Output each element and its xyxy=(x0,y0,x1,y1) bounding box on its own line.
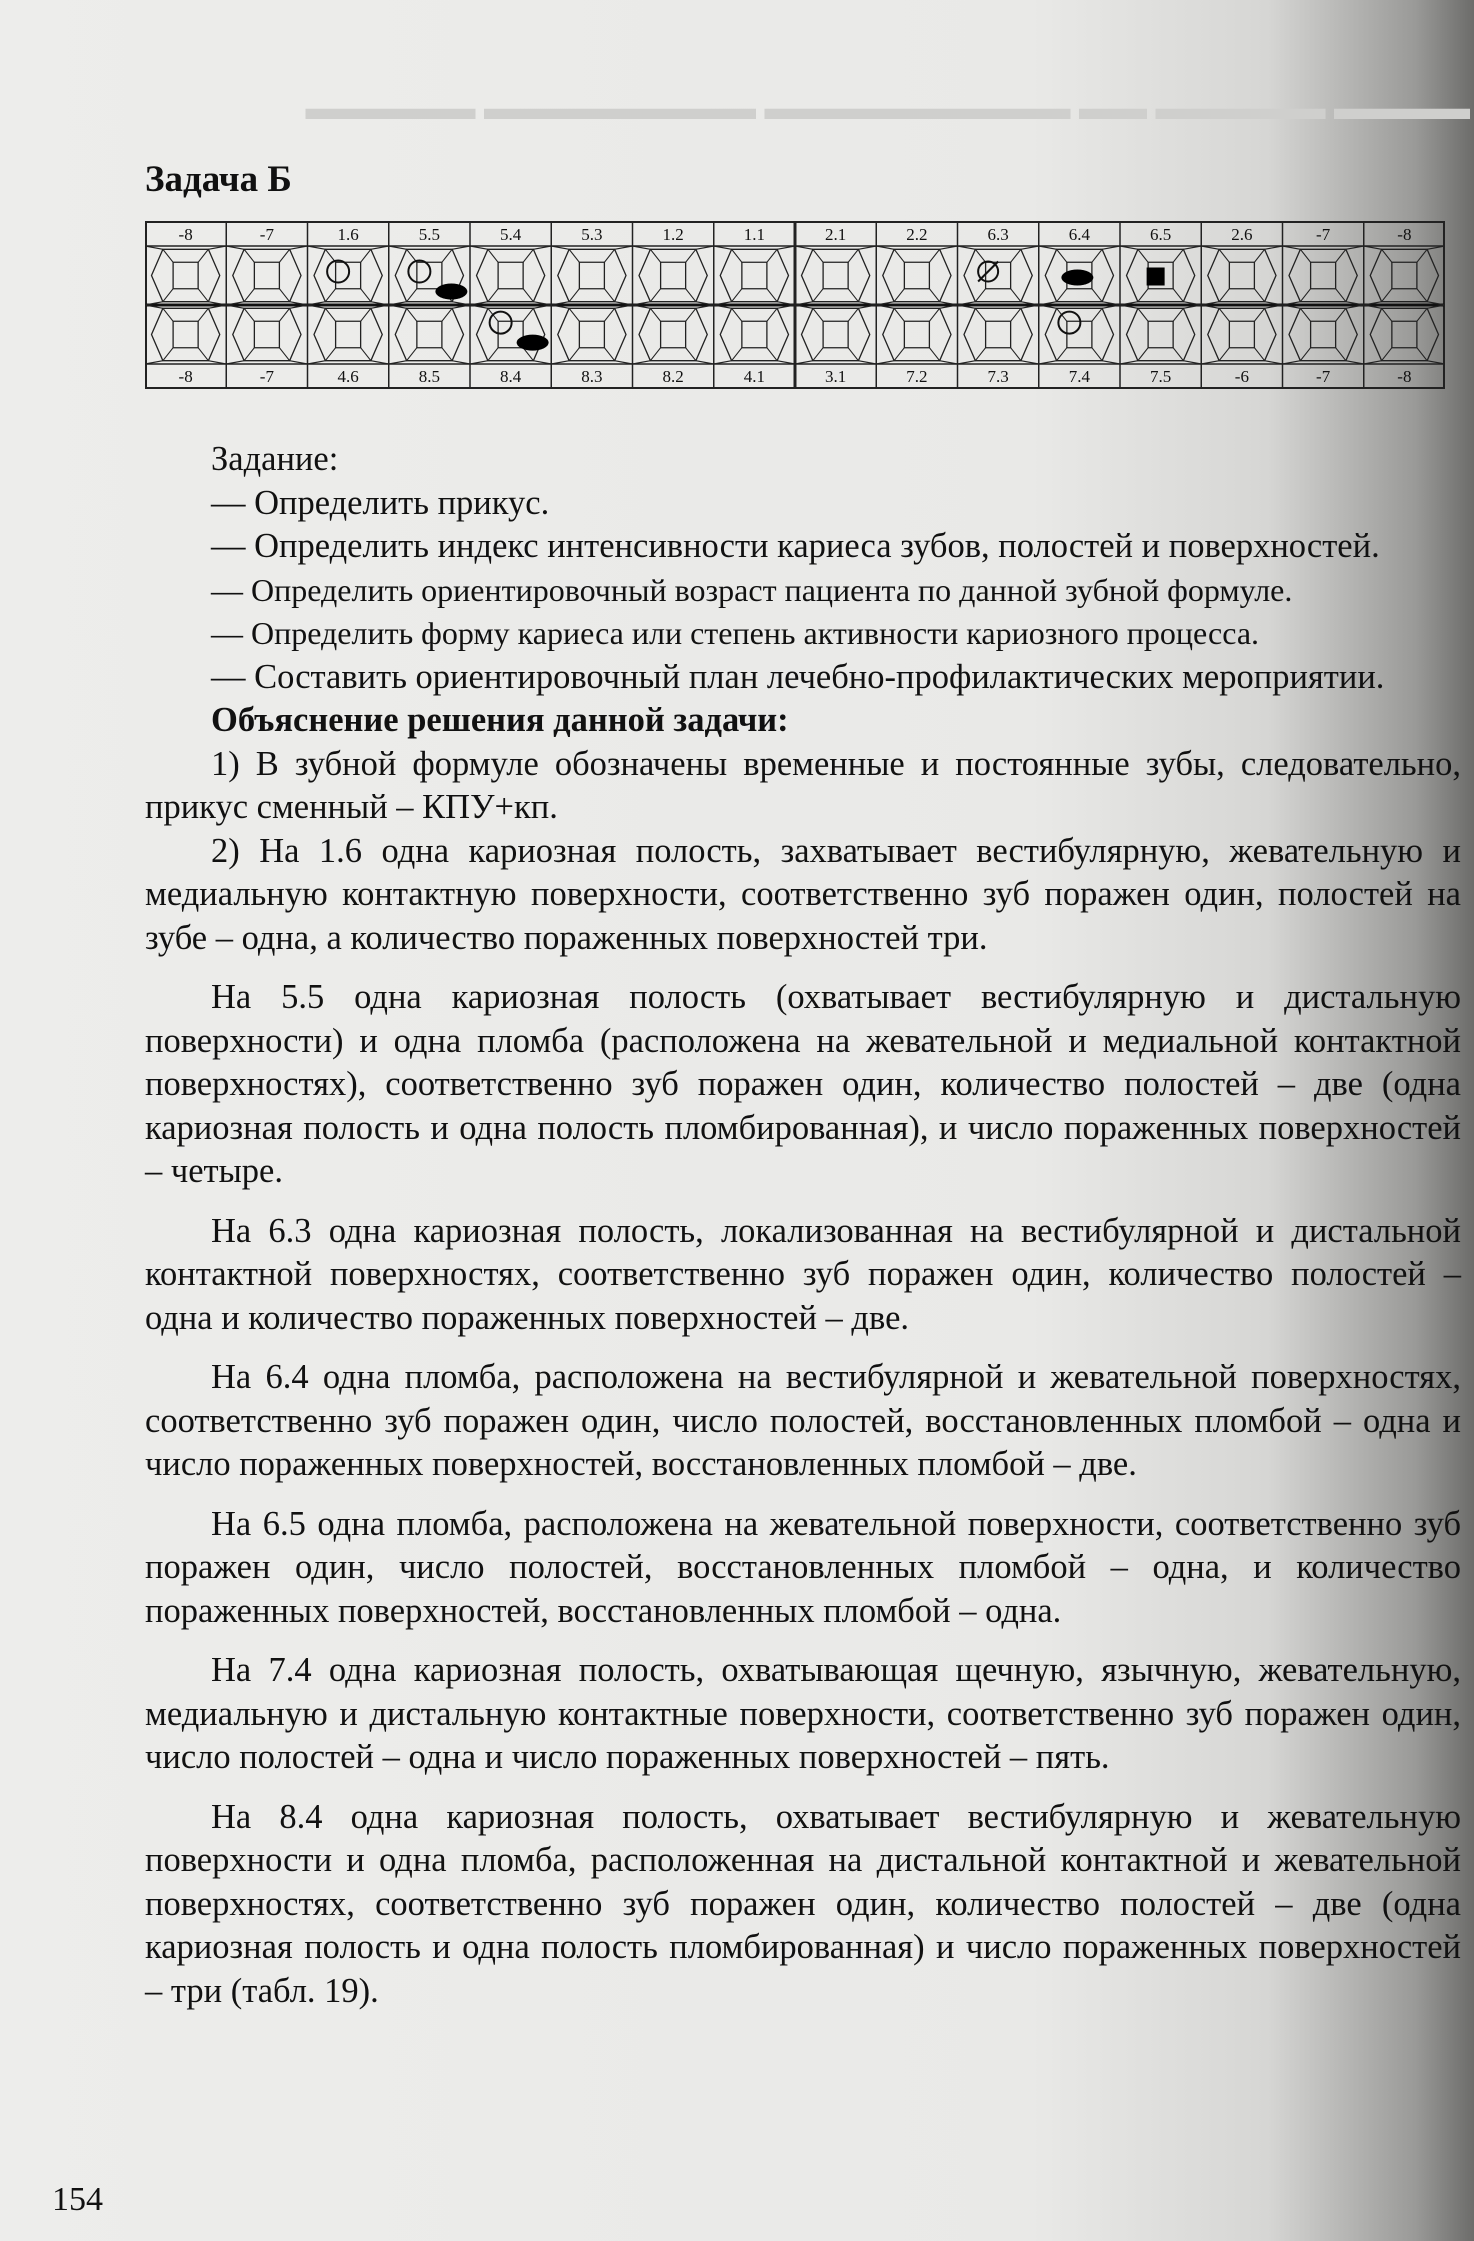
lower-tooth-edge xyxy=(442,308,452,321)
upper-tooth-outline xyxy=(883,249,951,301)
lower-tooth-edge xyxy=(1300,348,1310,361)
upper-tooth-edge xyxy=(1092,249,1102,262)
upper-tooth-edge xyxy=(523,249,533,262)
upper-tooth-label: 1.1 xyxy=(743,225,765,244)
lower-tooth-occlusal xyxy=(742,321,767,347)
lower-tooth-label: -7 xyxy=(259,367,274,386)
upper-tooth-label: 1.6 xyxy=(337,225,359,244)
upper-tooth-edge xyxy=(1173,289,1183,302)
lower-tooth-outline xyxy=(883,308,951,360)
lower-tooth-occlusal xyxy=(1311,321,1336,347)
upper-tooth-edge xyxy=(929,289,939,302)
upper-tooth-label: 6.4 xyxy=(1068,225,1090,244)
lower-tooth-occlusal xyxy=(1148,321,1173,347)
lower-tooth-edge xyxy=(1300,308,1310,321)
filling-mark xyxy=(517,335,549,351)
lower-tooth-edge xyxy=(1057,348,1067,361)
lower-tooth-edge xyxy=(163,348,173,361)
upper-tooth-edge xyxy=(1138,249,1148,262)
lower-tooth-label: -6 xyxy=(1234,367,1249,386)
upper-tooth-edge xyxy=(361,289,371,302)
filling-mark xyxy=(435,284,467,300)
upper-tooth-occlusal xyxy=(1392,262,1417,288)
lower-tooth-occlusal xyxy=(1392,321,1417,347)
assignment-item: — Определить прикус. xyxy=(211,483,550,522)
lower-tooth-outline xyxy=(639,308,707,360)
dental-formula-chart xyxy=(145,218,1445,403)
upper-tooth-outline xyxy=(1289,249,1357,301)
filling-mark xyxy=(1147,268,1165,286)
upper-tooth-edge xyxy=(1300,289,1310,302)
lower-tooth-edge xyxy=(1138,308,1148,321)
upper-tooth-label: 2.2 xyxy=(906,225,928,244)
upper-tooth-label: 5.5 xyxy=(418,225,440,244)
upper-tooth-edge xyxy=(163,249,173,262)
explanation-paragraph: 1) В зубной формуле обозначены временные и постоянные зубы, следовательно, прикус сменный – КПУ+кп. xyxy=(145,744,1461,826)
explanation-heading: Объяснение решения данной задачи: xyxy=(211,701,789,739)
assignment-heading: Задание: xyxy=(211,440,339,478)
upper-tooth-edge xyxy=(569,289,579,302)
upper-tooth-edge xyxy=(894,289,904,302)
upper-tooth-occlusal xyxy=(254,262,279,288)
caries-mark xyxy=(490,312,512,334)
lower-tooth-label: 4.6 xyxy=(337,367,359,386)
lower-tooth-edge xyxy=(650,348,660,361)
explanation-paragraph: На 6.5 одна пломба, расположена на жевательной поверхности, соответственно зуб поражен один, число полостей, восстановленных пломбой – одна, и количество пораженных поверхностей, восстановленных пломбой – одна. xyxy=(145,1504,1461,1630)
lower-tooth-edge xyxy=(732,348,742,361)
lower-tooth-edge xyxy=(163,308,173,321)
upper-tooth-edge xyxy=(1057,249,1067,262)
lower-tooth-edge xyxy=(894,308,904,321)
lower-tooth-occlusal xyxy=(1229,321,1254,347)
upper-tooth-edge xyxy=(1173,249,1183,262)
upper-tooth-occlusal xyxy=(904,262,929,288)
page-number: 154 xyxy=(52,2181,103,2218)
lower-tooth-edge xyxy=(1092,348,1102,361)
lower-tooth-occlusal xyxy=(579,321,604,347)
bleed-through-text: ▬▬▬▬ ▬▬▬▬▬ ▬▬ ▬▬▬▬▬▬▬▬▬ ▬▬▬▬▬▬▬▬ ▬▬▬▬▬ xyxy=(305,90,1470,127)
upper-tooth-edge xyxy=(244,249,254,262)
lower-tooth-edge xyxy=(1417,348,1427,361)
lower-tooth-label: 7.4 xyxy=(1068,367,1090,386)
lower-tooth-label: 7.5 xyxy=(1150,367,1172,386)
lower-tooth-edge xyxy=(1254,308,1264,321)
lower-tooth-edge xyxy=(488,348,498,361)
upper-tooth-edge xyxy=(732,289,742,302)
caries-mark xyxy=(408,261,430,283)
lower-tooth-edge xyxy=(244,308,254,321)
assignment-item: — Составить ориентировочный план лечебно-профилактических мероприятии. xyxy=(211,657,1385,696)
lower-tooth-edge xyxy=(325,348,335,361)
upper-tooth-edge xyxy=(650,289,660,302)
upper-tooth-edge xyxy=(1382,289,1392,302)
upper-tooth-occlusal xyxy=(823,262,848,288)
upper-tooth-edge xyxy=(767,289,777,302)
lower-tooth-outline xyxy=(1127,308,1195,360)
lower-tooth-edge xyxy=(1092,308,1102,321)
lower-tooth-outline xyxy=(233,308,301,360)
assignment-item: — Определить индекс интенсивности кариеса зубов, полостей и поверхностей. xyxy=(211,527,1380,565)
lower-tooth-edge xyxy=(1011,308,1021,321)
upper-tooth-edge xyxy=(1219,249,1229,262)
upper-tooth-edge xyxy=(244,289,254,302)
lower-tooth-edge xyxy=(1173,308,1183,321)
lower-tooth-occlusal xyxy=(254,321,279,347)
explanation-paragraph: На 8.4 одна кариозная полость, охватывает вестибулярную и жевательную поверхности и одна пломба, расположенная на дистальной контактной и жевательной поверхностях, соответственно зуб поражен один, количество полостей – две (одна кариозная полость и одна полость пломбированная) и число пораженных поверхностей – три (табл. 19). xyxy=(145,1797,1461,2010)
lower-tooth-edge xyxy=(407,348,417,361)
upper-tooth-edge xyxy=(488,289,498,302)
upper-tooth-label: -7 xyxy=(1316,225,1331,244)
upper-tooth-label: 6.5 xyxy=(1150,225,1172,244)
upper-tooth-label: 2.1 xyxy=(825,225,847,244)
upper-tooth-edge xyxy=(442,249,452,262)
upper-tooth-outline xyxy=(802,249,870,301)
explanation-paragraph: На 6.4 одна пломба, расположена на вестибулярной и жевательной поверхностях, соответственно зуб поражен один, число полостей, восстановленных пломбой – одна и число пораженных поверхностей, восстановленных пломбой – две. xyxy=(145,1358,1461,1483)
lower-tooth-edge xyxy=(1382,348,1392,361)
upper-tooth-edge xyxy=(198,289,208,302)
upper-tooth-edge xyxy=(279,289,289,302)
upper-tooth-edge xyxy=(163,289,173,302)
upper-tooth-edge xyxy=(488,249,498,262)
lower-tooth-edge xyxy=(1219,308,1229,321)
upper-tooth-edge xyxy=(361,249,371,262)
lower-tooth-edge xyxy=(813,308,823,321)
lower-tooth-edge xyxy=(361,308,371,321)
caries-mark xyxy=(1058,312,1080,334)
upper-tooth-edge xyxy=(813,249,823,262)
lower-tooth-label: 8.5 xyxy=(418,367,440,386)
upper-tooth-edge xyxy=(732,249,742,262)
lower-tooth-edge xyxy=(279,308,289,321)
upper-tooth-outline xyxy=(233,249,301,301)
upper-tooth-outline xyxy=(639,249,707,301)
lower-tooth-outline xyxy=(152,308,220,360)
upper-tooth-edge xyxy=(604,289,614,302)
upper-tooth-edge xyxy=(1138,289,1148,302)
lower-tooth-edge xyxy=(407,308,417,321)
lower-tooth-edge xyxy=(198,308,208,321)
lower-tooth-edge xyxy=(1173,348,1183,361)
lower-tooth-edge xyxy=(361,348,371,361)
upper-tooth-edge xyxy=(975,249,985,262)
lower-tooth-edge xyxy=(325,308,335,321)
upper-tooth-edge xyxy=(1382,249,1392,262)
text-body xyxy=(145,438,1461,2013)
upper-tooth-label: 5.3 xyxy=(581,225,603,244)
filling-mark xyxy=(1061,270,1093,286)
dental-formula-grid xyxy=(145,218,1445,398)
lower-tooth-label: -8 xyxy=(178,367,193,386)
explanation-paragraph: На 5.5 одна кариозная полость (охватывает вестибулярную и дистальную поверхности) и одна пломба (расположена на жевательной и медиальной контактной поверхностях), соответственно зуб поражен один, количество полостей – две (одна кариозная полость и одна полость пломбированная), и число пораженных поверхностей – четыре. xyxy=(145,978,1461,1190)
upper-tooth-occlusal xyxy=(742,262,767,288)
task-title: Задача Б xyxy=(145,159,292,200)
lower-tooth-occlusal xyxy=(904,321,929,347)
upper-tooth-edge xyxy=(1219,289,1229,302)
lower-tooth-edge xyxy=(604,348,614,361)
lower-tooth-edge xyxy=(569,308,579,321)
lower-tooth-edge xyxy=(732,308,742,321)
caries-mark xyxy=(327,261,349,283)
upper-tooth-edge xyxy=(1336,249,1346,262)
upper-tooth-edge xyxy=(1011,249,1021,262)
lower-tooth-edge xyxy=(279,348,289,361)
lower-tooth-outline xyxy=(802,308,870,360)
assignment-item: — Определить ориентировочный возраст пациента по данной зубной формуле. xyxy=(211,571,1293,608)
upper-tooth-edge xyxy=(407,289,417,302)
lower-tooth-label: -7 xyxy=(1316,367,1331,386)
upper-tooth-label: -8 xyxy=(178,225,193,244)
lower-tooth-label: 8.2 xyxy=(662,367,684,386)
lower-tooth-edge xyxy=(1011,348,1021,361)
lower-tooth-label: 8.4 xyxy=(500,367,522,386)
lower-tooth-edge xyxy=(523,308,533,321)
explanation-paragraph: На 7.4 одна кариозная полость, охватывающая щечную, язычную, жевательную, медиальную и дистальную контактные поверхности, соответственно зуб поражен один, число полостей – одна и число пораженных поверхностей – пять. xyxy=(145,1651,1461,1776)
lower-tooth-edge xyxy=(244,348,254,361)
lower-tooth-edge xyxy=(442,348,452,361)
upper-tooth-label: 5.4 xyxy=(500,225,522,244)
lower-tooth-label: 8.3 xyxy=(581,367,603,386)
upper-tooth-occlusal xyxy=(579,262,604,288)
lower-tooth-edge xyxy=(1138,348,1148,361)
upper-tooth-outline xyxy=(558,249,626,301)
upper-tooth-edge xyxy=(894,249,904,262)
upper-tooth-edge xyxy=(1417,249,1427,262)
lower-tooth-occlusal xyxy=(173,321,198,347)
lower-tooth-edge xyxy=(1254,348,1264,361)
upper-tooth-label: -8 xyxy=(1397,225,1412,244)
lower-tooth-edge xyxy=(198,348,208,361)
upper-tooth-label: -7 xyxy=(259,225,274,244)
lower-tooth-occlusal xyxy=(823,321,848,347)
explanation-paragraph: 2) На 1.6 одна кариозная полость, захватывает вестибулярную, жевательную и медиальную контактную поверхности, соответственно зуб поражен один, полостей на зубе – одна, а количество пораженных поверхностей три. xyxy=(145,831,1461,957)
upper-tooth-outline xyxy=(1370,249,1438,301)
upper-tooth-edge xyxy=(848,249,858,262)
lower-tooth-edge xyxy=(767,348,777,361)
lower-tooth-label: -8 xyxy=(1397,367,1412,386)
upper-tooth-edge xyxy=(975,289,985,302)
upper-tooth-edge xyxy=(604,249,614,262)
lower-tooth-edge xyxy=(1336,308,1346,321)
lower-tooth-outline xyxy=(395,308,463,360)
upper-tooth-edge xyxy=(198,249,208,262)
upper-tooth-outline xyxy=(152,249,220,301)
lower-tooth-label: 7.3 xyxy=(987,367,1009,386)
upper-tooth-outline xyxy=(720,249,788,301)
upper-tooth-edge xyxy=(767,249,777,262)
lower-tooth-label: 4.1 xyxy=(743,367,765,386)
lower-tooth-occlusal xyxy=(417,321,442,347)
lower-tooth-outline xyxy=(558,308,626,360)
upper-tooth-edge xyxy=(848,289,858,302)
lower-tooth-edge xyxy=(975,348,985,361)
lower-tooth-occlusal xyxy=(336,321,361,347)
lower-tooth-outline xyxy=(964,308,1032,360)
upper-tooth-occlusal xyxy=(173,262,198,288)
upper-tooth-edge xyxy=(523,289,533,302)
lower-tooth-edge xyxy=(813,348,823,361)
upper-tooth-edge xyxy=(1254,289,1264,302)
upper-tooth-label: 1.2 xyxy=(662,225,684,244)
upper-tooth-edge xyxy=(1011,289,1021,302)
lower-tooth-edge xyxy=(686,348,696,361)
lower-tooth-edge xyxy=(894,348,904,361)
upper-tooth-edge xyxy=(325,289,335,302)
lower-tooth-edge xyxy=(569,348,579,361)
lower-tooth-outline xyxy=(314,308,382,360)
upper-tooth-edge xyxy=(1336,289,1346,302)
upper-tooth-edge xyxy=(686,289,696,302)
upper-tooth-occlusal xyxy=(661,262,686,288)
lower-tooth-edge xyxy=(848,308,858,321)
lower-tooth-edge xyxy=(686,308,696,321)
lower-tooth-outline xyxy=(1370,308,1438,360)
upper-tooth-edge xyxy=(1092,289,1102,302)
upper-tooth-outline xyxy=(1208,249,1276,301)
upper-tooth-edge xyxy=(650,249,660,262)
upper-tooth-edge xyxy=(1417,289,1427,302)
lower-tooth-edge xyxy=(929,348,939,361)
lower-tooth-edge xyxy=(1382,308,1392,321)
explanation-paragraph: На 6.3 одна кариозная полость, локализованная на вестибулярной и дистальной контактной поверхностях, соответственно зуб поражен один, количество полостей – одна и количество пораженных поверхностей – две. xyxy=(145,1211,1461,1337)
lower-tooth-edge xyxy=(767,308,777,321)
lower-tooth-outline xyxy=(720,308,788,360)
lower-tooth-label: 3.1 xyxy=(825,367,847,386)
lower-tooth-edge xyxy=(1219,348,1229,361)
upper-tooth-outline xyxy=(477,249,545,301)
lower-tooth-edge xyxy=(848,348,858,361)
lower-tooth-edge xyxy=(604,308,614,321)
lower-tooth-occlusal xyxy=(986,321,1011,347)
upper-tooth-edge xyxy=(1300,249,1310,262)
lower-tooth-outline xyxy=(1289,308,1357,360)
upper-tooth-edge xyxy=(813,289,823,302)
upper-tooth-occlusal xyxy=(498,262,523,288)
upper-tooth-occlusal xyxy=(1311,262,1336,288)
upper-tooth-edge xyxy=(1254,249,1264,262)
upper-tooth-edge xyxy=(1057,289,1067,302)
lower-tooth-edge xyxy=(929,308,939,321)
lower-tooth-edge xyxy=(1336,348,1346,361)
lower-tooth-outline xyxy=(1208,308,1276,360)
lower-tooth-edge xyxy=(975,308,985,321)
upper-tooth-label: 6.3 xyxy=(987,225,1009,244)
lower-tooth-edge xyxy=(650,308,660,321)
upper-tooth-label: 2.6 xyxy=(1231,225,1253,244)
upper-tooth-edge xyxy=(569,249,579,262)
lower-tooth-edge xyxy=(1417,308,1427,321)
lower-tooth-label: 7.2 xyxy=(906,367,928,386)
upper-tooth-edge xyxy=(686,249,696,262)
upper-tooth-edge xyxy=(279,249,289,262)
upper-tooth-occlusal xyxy=(1229,262,1254,288)
lower-tooth-occlusal xyxy=(661,321,686,347)
assignment-item: — Определить форму кариеса или степень активности кариозного процесса. xyxy=(211,615,1260,651)
upper-tooth-edge xyxy=(929,249,939,262)
